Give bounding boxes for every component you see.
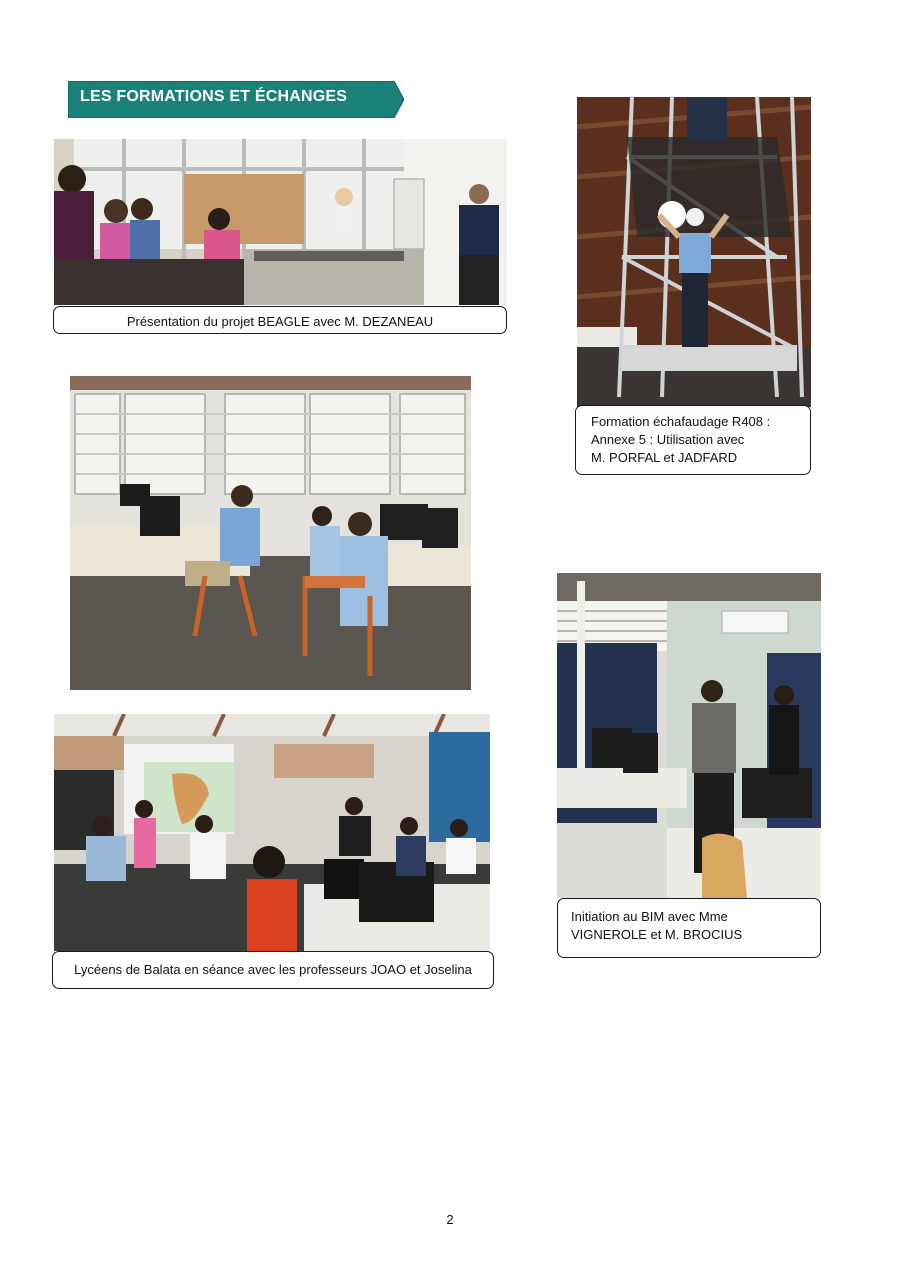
caption-bim	[557, 898, 821, 958]
section-banner	[68, 81, 404, 118]
section-title: LES FORMATIONS ET ÉCHANGES	[80, 88, 348, 105]
photo-computer-lab	[70, 376, 471, 690]
caption-line: Initiation au BIM avec Mme	[571, 909, 728, 924]
caption-scaffolding	[575, 405, 811, 475]
caption-beagle	[53, 306, 507, 334]
photo-scaffolding-training	[577, 97, 811, 407]
photo-beagle-presentation	[54, 139, 507, 305]
caption-line: Présentation du projet BEAGLE avec M. DEZANEAU	[126, 314, 434, 329]
caption-line: VIGNEROLE et M. BROCIUS	[571, 927, 743, 942]
photo-bim-initiation	[557, 573, 821, 898]
photo-balata-students	[54, 714, 490, 951]
caption-line: Formation échafaudage R408 :	[591, 414, 771, 429]
caption-line: M. PORFAL et JADFARD	[591, 450, 738, 465]
caption-balata	[52, 951, 494, 989]
page-number: 2	[446, 1212, 454, 1227]
caption-line: Lycéens de Balata en séance avec les professeurs JOAO et Joselina	[74, 962, 472, 977]
caption-line: Annexe 5 : Utilisation avec	[591, 432, 745, 447]
